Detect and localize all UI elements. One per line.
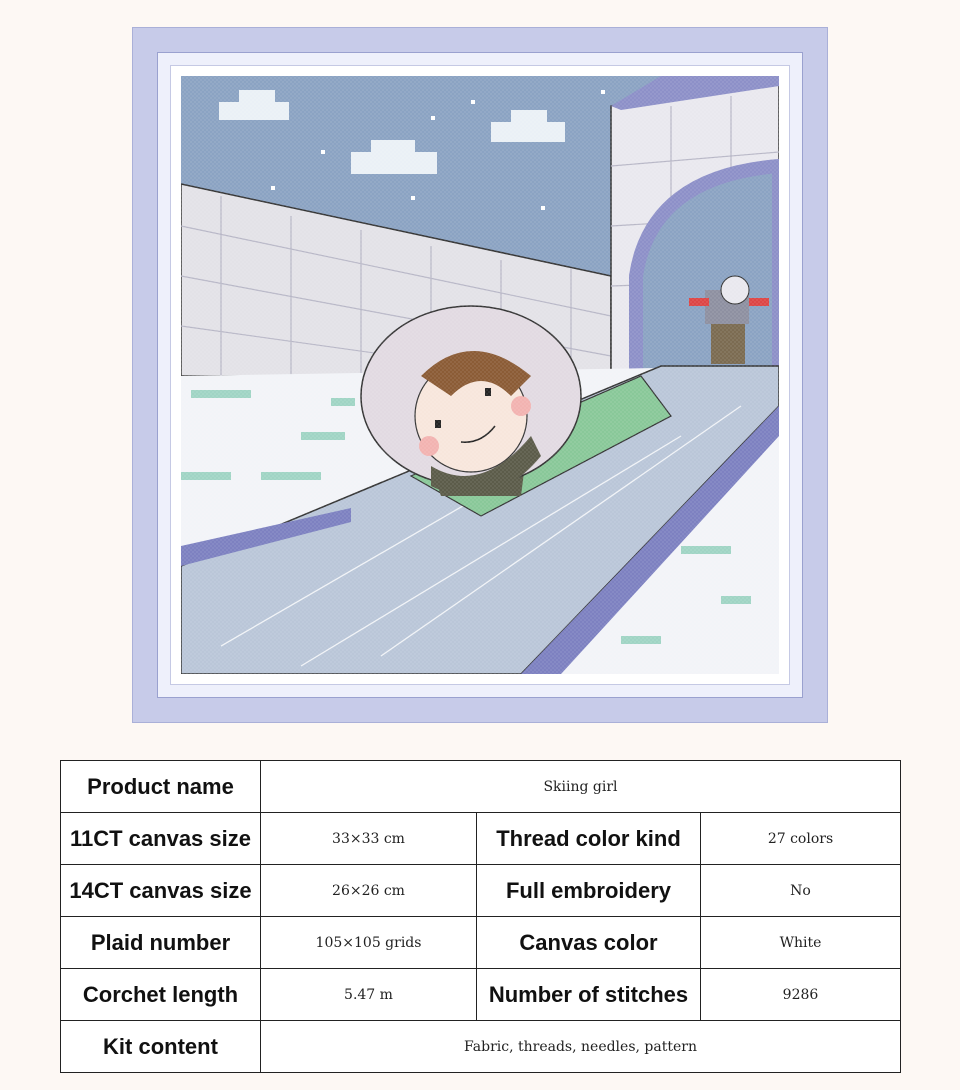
spec-label: Thread color kind: [477, 813, 701, 865]
spec-label: Canvas color: [477, 917, 701, 969]
picture-frame: [132, 27, 828, 723]
spec-row-11ct: [61, 813, 901, 865]
spec-label: 14CT canvas size: [61, 865, 261, 917]
product-spec-table: [60, 760, 901, 1073]
spec-label: Product name: [61, 761, 261, 813]
spec-row-product-name: [61, 761, 901, 813]
spec-label: Corchet length: [61, 969, 261, 1021]
spec-value: 33×33 cm: [261, 813, 477, 865]
spec-value: 27 colors: [701, 813, 901, 865]
spec-row-14ct: [61, 865, 901, 917]
spec-row-plaid: [61, 917, 901, 969]
spec-value: White: [701, 917, 901, 969]
spec-label: Full embroidery: [477, 865, 701, 917]
spec-label: Plaid number: [61, 917, 261, 969]
cross-stitch-artwork: [181, 76, 779, 674]
frame-mat: [170, 65, 790, 685]
spec-value: 5.47 m: [261, 969, 477, 1021]
spec-value: 26×26 cm: [261, 865, 477, 917]
frame-border: [157, 52, 803, 698]
spec-row-kit: [61, 1021, 901, 1073]
spec-value: 105×105 grids: [261, 917, 477, 969]
spec-label: 11CT canvas size: [61, 813, 261, 865]
spec-value: Fabric, threads, needles, pattern: [261, 1021, 901, 1073]
spec-value: Skiing girl: [261, 761, 901, 813]
spec-value: No: [701, 865, 901, 917]
spec-label: Number of stitches: [477, 969, 701, 1021]
spec-label: Kit content: [61, 1021, 261, 1073]
spec-row-length: [61, 969, 901, 1021]
spec-value: 9286: [701, 969, 901, 1021]
